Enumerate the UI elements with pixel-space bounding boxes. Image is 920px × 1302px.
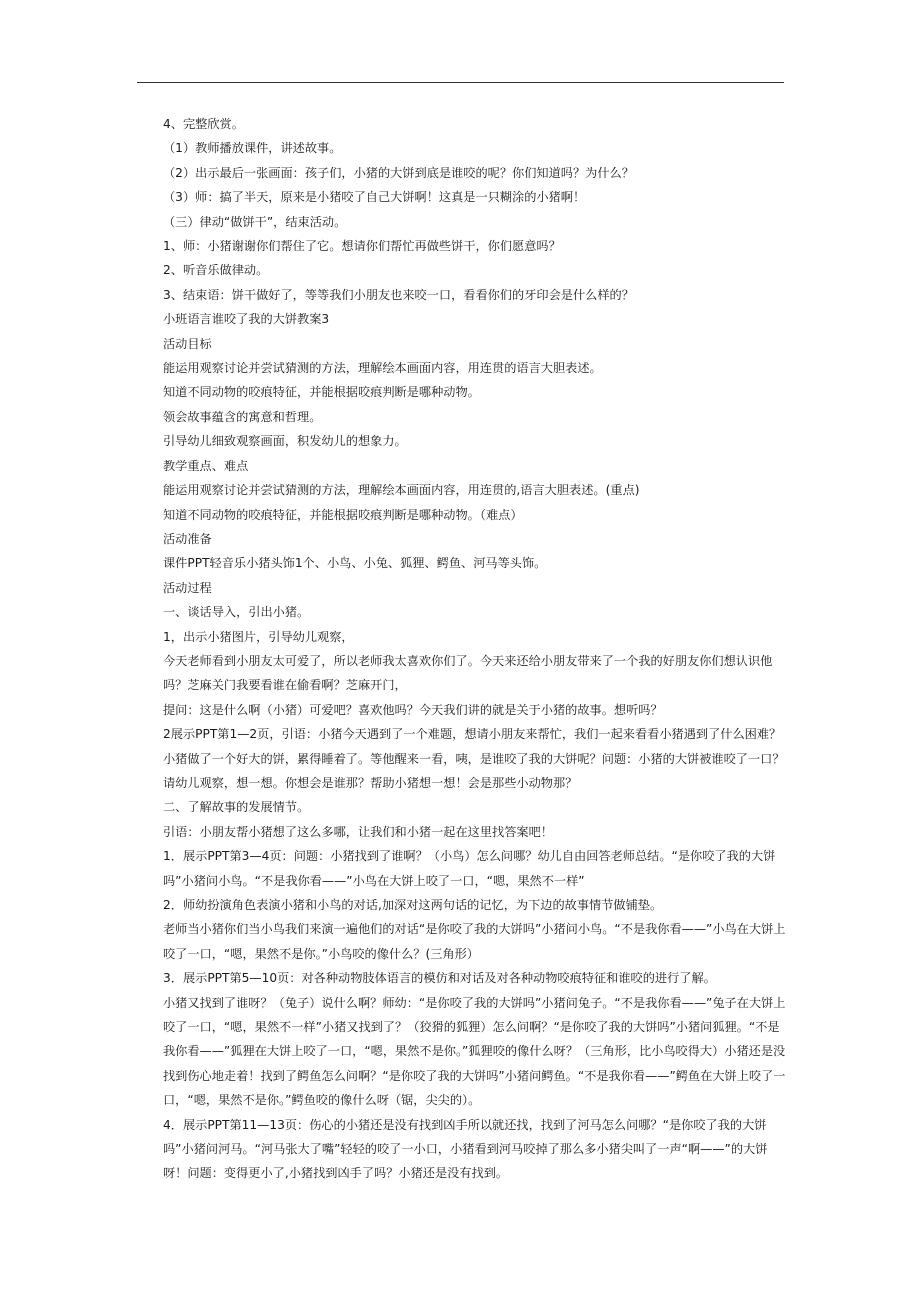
text-line: （2）出示最后一张画面：孩子们，小猪的大饼到底是谁咬的呢？你们知道吗？为什么？ (163, 165, 634, 180)
paragraph: 4．展示PPT第11—13页：伤心的小猪还是没有找到凶手所以就还找，找到了河马怎么问哪？“是你咬了我的大饼吗”小猪问河马。“河马张大了嘴”轻轻的咬了一小口，小猪看到河马咬掉了那么多小猪尖叫了一声“啊——”的大饼呀！问题：变得更小了,小猪找到凶手了吗？小猪还是没有找到。 (163, 1117, 768, 1181)
paragraph: 老师当小猪你们当小鸟我们来演一遍他们的对话“是你咬了我的大饼吗”小猪问小鸟。“不是我你看——”小鸟在大饼上咬了一口，“嗯，果然不是你。”小鸟咬的像什么？(三角形） (163, 922, 786, 961)
text-line: 知道不同动物的咬痕特征，并能根据咬痕判断是哪种动物。 (163, 385, 480, 400)
section-heading: 活动准备 (163, 531, 212, 546)
text-line: （三）律动“做饼干”，结束活动。 (163, 214, 347, 229)
section-heading: 活动目标 (163, 336, 212, 351)
header-rule (137, 82, 784, 83)
text-line: 一、谈话导入，引出小猪。 (163, 605, 310, 620)
paragraph: 提问：这是什么啊（小猪）可爱吧？喜欢他吗？今天我们讲的就是关于小猪的故事。想听吗？ (163, 702, 663, 717)
text-line: 课件PPT轻音乐小猪头饰1个、小鸟、小兔、狐狸、鳄鱼、河马等头饰。 (163, 556, 547, 571)
paragraph: 1．展示PPT第3—4页：问题：小猪找到了谁啊？（小鸟）怎么问哪？幼儿自由回答老师总结。“是你咬了我的大饼吗”小猪问小鸟。“不是我你看——”小鸟在大饼上咬了一口，“嗯，果然不一样” (163, 849, 776, 888)
paragraph: 二、了解故事的发展情节。 (163, 800, 310, 815)
text-line: 引导幼儿细致观察画面，积发幼儿的想象力。 (163, 434, 407, 449)
section-heading: 教学重点、难点 (163, 458, 249, 473)
document-body (163, 112, 788, 1186)
paragraph: 今天老师看到小朋友太可爱了，所以老师我太喜欢你们了。今天来还给小朋友带来了一个我的好朋友你们想认识他吗？芝麻关门我要看谁在偷看啊？芝麻开门， (163, 653, 773, 693)
text-line: 领会故事蕴含的寓意和哲理。 (163, 409, 322, 424)
text-line: 1、师：小猪谢谢你们帮住了它。想请你们帮忙再做些饼干，你们愿意吗？ (163, 239, 561, 254)
paragraph: 3．展示PPT第5—10页：对各种动物肢体语言的模仿和对话及对各种动物咬痕特征和谁咬的进行了解。 (163, 971, 716, 986)
text-line: 1，出示小猪图片，引导幼儿观察， (163, 629, 354, 644)
paragraph: 2展示PPT第1—2页，引语：小猪今天遇到了一个难题，想请小朋友来帮忙，我们一起来看看小猪遇到了什么困难？小猪做了一个好大的饼，累得睡着了。等他醒来一看，咦，是谁咬了我的大饼呢？问题：小猪的大饼被谁咬了一口？请幼儿观察，想一想。你想会是谁那？帮助小猪想一想！会是那些小动物那？ (163, 727, 785, 790)
text-line: 能运用观察讨论并尝试猜测的方法，理解绘本画面内容，用连贯的,语言大胆表述。(重点) (163, 483, 640, 498)
section-heading: 活动过程 (163, 580, 212, 595)
paragraph: 小猪又找到了谁呀？（兔子）说什么啊？师幼：“是你咬了我的大饼吗”小猪问兔子。“不是我你看——”兔子在大饼上咬了一口，“嗯，果然不一样”小猪又找到了？（狡猾的狐狸）怎么问啊？“是你咬了我的大饼吗”小猪问狐狸。“不是我你看——”狐狸在大饼上咬了一口，“嗯，果然不是你。”狐狸咬的像什么呀？（三角形，比小鸟咬得大）小猪还是没找到伤心地走着！找到了鳄鱼怎么问啊？“是你咬了我的大饼吗”小猪问鳄鱼。“不是我你看——”鳄鱼在大饼上咬了一口，“嗯，果然不是你。”鳄鱼咬的像什么呀（锯，尖尖的）。 (163, 995, 786, 1108)
text-line: 能运用观察讨论并尝试猜测的方法，理解绘本画面内容，用连贯的语言大胆表述。 (163, 361, 602, 376)
section-title: 小班语言谁咬了我的大饼教案3 (163, 312, 330, 327)
text-line: （1）教师播放课件，讲述故事。 (163, 141, 342, 156)
paragraph: 2．师幼扮演角色表演小猪和小鸟的对话,加深对这两句话的记忆，为下边的故事情节做铺垫。 (163, 898, 663, 912)
text-line: 3、结束语：饼干做好了，等等我们小朋友也来咬一口，看看你们的牙印会是什么样的？ (163, 287, 634, 302)
paragraph: 引语：小朋友帮小猪想了这么多哪，让我们和小猪一起在这里找答案吧！ (163, 824, 553, 839)
text-line: 4、完整欣赏。 (163, 117, 244, 131)
text-line: 2、听音乐做律动。 (163, 263, 269, 278)
text-line: 知道不同动物的咬痕特征，并能根据咬痕判断是哪种动物。（难点） (163, 507, 523, 522)
text-line: （3）师：搞了半天，原来是小猪咬了自己大饼啊！这真是一只糊涂的小猪啊！ (163, 190, 586, 205)
